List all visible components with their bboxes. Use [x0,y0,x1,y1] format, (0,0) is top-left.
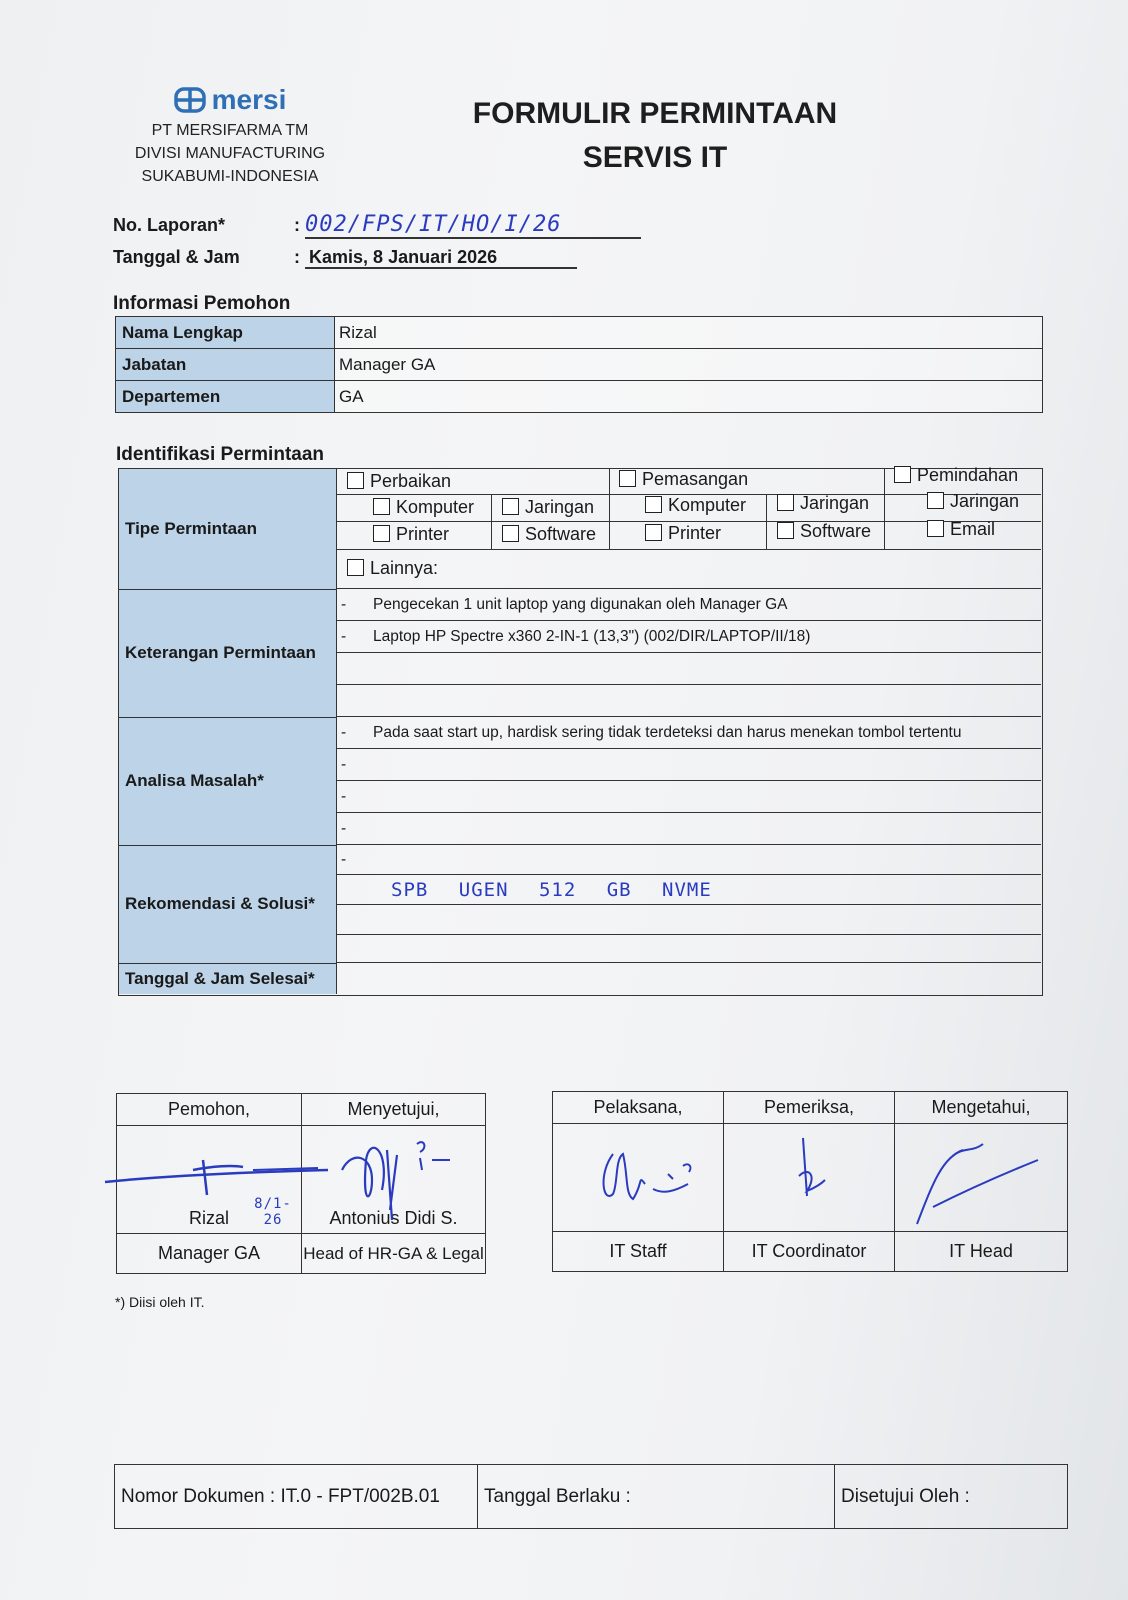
company-logo-block [110,84,350,188]
dash: - [341,787,347,805]
applicant-name-field[interactable]: Rizal [335,317,1043,349]
signature-cell-head[interactable] [895,1124,1068,1232]
option-pemasangan-komputer[interactable] [645,495,746,516]
option-pemasangan-jaringan[interactable] [777,493,869,514]
report-number-row [113,212,641,237]
request-section-title: Identifikasi Permintaan [116,444,325,465]
company-division: DIVISI MANUFACTURING [134,145,326,162]
colon: : [294,247,301,267]
footnote: *) Diisi oleh IT. [115,1294,205,1310]
recommendation-line[interactable] [337,875,1041,905]
grid-divider [491,495,492,549]
form-title-line-2: SERVIS IT [582,141,728,174]
description-line[interactable] [337,685,1041,717]
option-label: Komputer [396,497,475,517]
sign-date: 8/1-26 [254,1196,292,1228]
dash: - [341,850,347,868]
company-name: PT MERSIFARMA TM [151,122,309,139]
signature-header: Pemohon, [117,1094,302,1126]
signer-name: Antonius Didi S. [329,1208,458,1228]
recommendation-handwritten-text: SPB UGEN 512 GB NVME [391,878,712,901]
dash: - [341,819,347,837]
recommendation-lines [337,845,1041,963]
report-number-label: No. Laporan* [113,215,226,235]
signature-header: Mengetahui, [895,1092,1068,1124]
applicant-label: Nama Lengkap [116,317,335,349]
applicant-table [115,316,1043,413]
company-location: SUKABUMI-INDONESIA [141,168,319,185]
checkbox[interactable] [927,520,944,537]
option-pemindahan-email[interactable] [927,519,995,540]
option-label: Perbaikan [370,471,452,491]
signer-role: IT Head [895,1232,1068,1272]
signature-cell-approver[interactable] [302,1126,486,1234]
option-pemasangan-software[interactable] [777,521,871,542]
checkbox[interactable] [502,525,519,542]
checkbox[interactable] [777,522,794,539]
handwritten-signature-icon [103,1140,333,1200]
request-type-label: Tipe Permintaan [119,469,337,590]
dash: - [341,595,347,613]
form-title-line-1: FORMULIR PERMINTAAN [472,97,838,130]
approved-by: Disetujui Oleh : [835,1465,1068,1529]
analysis-label: Analisa Masalah* [119,717,337,846]
grid-divider [609,469,610,549]
signer-role: IT Staff [553,1232,724,1272]
document-footer [114,1464,1068,1529]
recommendation-line[interactable] [337,905,1041,935]
checkbox[interactable] [502,498,519,515]
checkbox[interactable] [347,472,364,489]
signature-table-left [116,1093,486,1274]
signature-cell-staff[interactable] [553,1124,724,1232]
finish-field[interactable] [337,963,1041,994]
date-row [113,247,577,268]
option-label: Pemindahan [917,465,1019,485]
applicant-department-field[interactable]: GA [335,381,1043,413]
checkbox[interactable] [373,525,390,542]
signature-cell-applicant[interactable] [117,1126,302,1234]
applicant-row [116,381,1043,413]
option-perbaikan-jaringan[interactable] [502,497,594,518]
option-pemindahan[interactable] [894,465,1018,486]
colon: : [294,215,301,235]
option-label: Printer [668,523,722,543]
signature-header: Menyetujui, [302,1094,486,1126]
checkbox[interactable] [645,496,662,513]
description-label: Keterangan Permintaan [119,589,337,718]
signer-role: Manager GA [117,1234,302,1274]
request-label-column [119,469,337,994]
description-text: Laptop HP Spectre x360 2-IN-1 (13,3") (002/DIR/LAPTOP/II/18) [373,627,811,645]
option-label: Jaringan [950,491,1020,511]
signature-cell-coordinator[interactable] [724,1124,895,1232]
option-perbaikan-printer[interactable] [373,524,449,545]
option-label: Printer [396,524,450,544]
option-label: Pemasangan [642,469,749,489]
checkbox[interactable] [347,559,364,576]
dash: - [341,755,347,773]
option-label: Jaringan [800,493,870,513]
document-number: Nomor Dokumen : IT.0 - FPT/002B.01 [115,1465,478,1529]
mersi-logo-icon [174,86,208,114]
analysis-line[interactable] [337,749,1041,781]
option-pemasangan[interactable] [619,469,748,490]
analysis-lines [337,717,1041,845]
option-label: Email [950,519,996,539]
grid-divider [766,495,767,549]
applicant-row [116,349,1043,381]
analysis-line[interactable] [337,717,1041,749]
description-text: Pengecekan 1 unit laptop yang digunakan oleh Manager GA [373,595,788,613]
option-label: Software [525,524,597,544]
dash: - [341,627,347,645]
recommendation-line[interactable] [337,935,1041,963]
handwritten-signature-icon [913,1132,1043,1227]
checkbox[interactable] [777,494,794,511]
signer-role: Head of HR-GA & Legal [302,1234,486,1274]
description-line[interactable] [337,653,1041,685]
checkbox[interactable] [645,524,662,541]
signature-table-right [552,1091,1068,1272]
applicant-label: Jabatan [116,349,335,381]
request-type-grid [337,465,1041,550]
option-perbaikan-software[interactable] [502,524,596,545]
dash: - [341,723,347,741]
checkbox[interactable] [373,498,390,515]
request-table [118,465,1043,996]
option-label: Software [800,521,872,541]
option-label: Komputer [668,495,747,515]
description-line[interactable] [337,621,1041,653]
option-label: Lainnya: [370,558,439,578]
recommendation-line[interactable] [337,845,1041,875]
analysis-line[interactable] [337,813,1041,845]
report-number-value[interactable]: 002/FPS/IT/HO/I/26 [305,212,641,239]
applicant-row [116,317,1043,349]
option-other-row [337,549,1041,589]
handwritten-signature-icon [332,1130,472,1230]
effective-date: Tanggal Berlaku : [478,1465,835,1529]
signature-header: Pemeriksa, [724,1092,895,1124]
checkbox[interactable] [619,470,636,487]
handwritten-signature-icon [593,1144,703,1214]
analysis-text: Pada saat start up, hardisk sering tidak terdeteksi dan harus menekan tombol tertentu [373,723,962,741]
logo-text: mersi [211,84,287,115]
recommendation-label: Rekomendasi & Solusi* [119,845,337,964]
applicant-position-field[interactable]: Manager GA [335,349,1043,381]
option-other[interactable] [347,558,438,579]
date-label: Tanggal & Jam [113,247,240,267]
date-value[interactable]: Kamis, 8 Januari 2026 [305,247,577,269]
form-title [455,92,855,180]
checkbox[interactable] [927,492,944,509]
signer-name: Rizal [188,1208,229,1228]
description-line[interactable] [337,589,1041,621]
option-label: Jaringan [525,497,595,517]
option-pemasangan-printer[interactable] [645,523,721,544]
applicant-section-title: Informasi Pemohon [113,293,291,314]
checkbox[interactable] [894,466,911,483]
signature-header: Pelaksana, [553,1092,724,1124]
analysis-line[interactable] [337,781,1041,813]
option-pemindahan-jaringan[interactable] [927,491,1019,512]
applicant-label: Departemen [116,381,335,413]
description-lines [337,589,1041,717]
request-content-column [337,465,1041,994]
signer-role: IT Coordinator [724,1232,895,1272]
handwritten-signature-icon [789,1136,829,1216]
grid-divider [884,469,885,549]
finish-label: Tanggal & Jam Selesai* [125,968,315,988]
option-perbaikan[interactable] [347,471,451,492]
company-logo [174,84,287,116]
option-perbaikan-komputer[interactable] [373,497,474,518]
